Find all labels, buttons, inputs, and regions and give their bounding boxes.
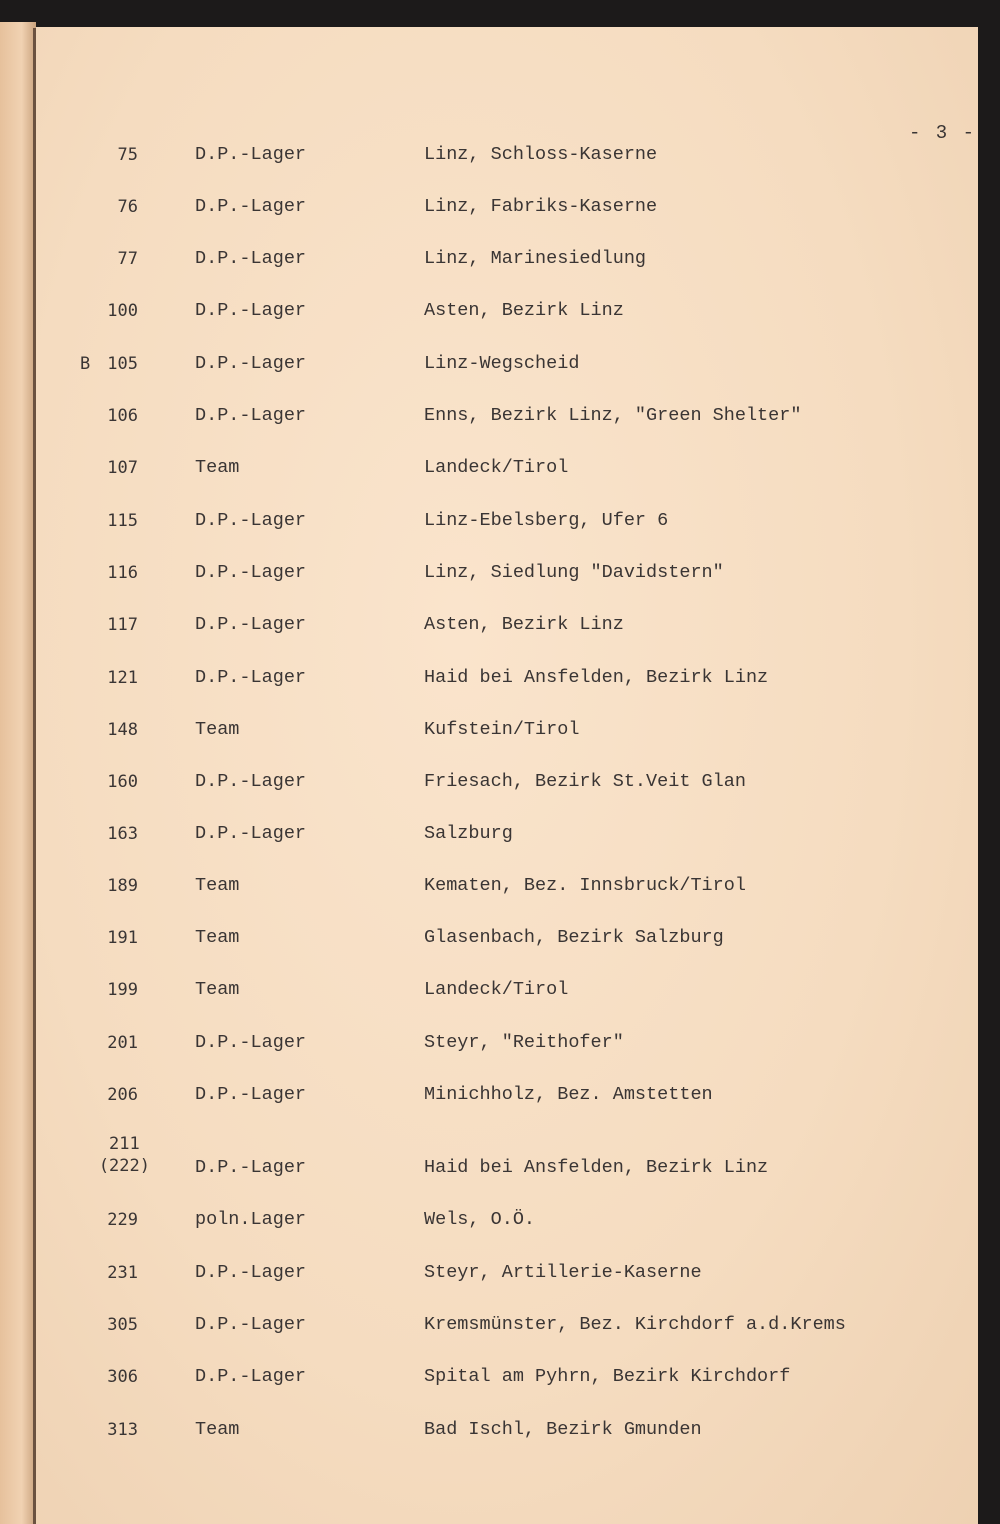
camp-location: Minichholz, Bez. Amstetten (424, 1084, 713, 1105)
camp-location: Landeck/Tirol (424, 457, 569, 478)
camp-number: 163 (107, 824, 138, 844)
camp-number: 106 (107, 406, 138, 426)
camp-type: D.P.-Lager (195, 771, 307, 792)
list-row (36, 510, 978, 540)
camp-number: 77 (117, 249, 138, 269)
camp-number: 206 (107, 1085, 138, 1105)
camp-type: D.P.-Lager (195, 1366, 307, 1387)
camp-type: Team (195, 875, 240, 896)
camp-type: Team (195, 719, 240, 740)
camp-type: D.P.-Lager (195, 667, 307, 688)
camp-location: Linz, Fabriks-Kaserne (424, 196, 658, 217)
camp-location: Glasenbach, Bezirk Salzburg (424, 927, 724, 948)
document-page (36, 27, 978, 1524)
camp-number: 160 (107, 772, 138, 792)
camp-number: 100 (107, 301, 138, 321)
camp-number: 115 (107, 511, 138, 531)
camp-type: D.P.-Lager (195, 1032, 307, 1053)
camp-type: D.P.-Lager (195, 1084, 307, 1105)
camp-location: Linz, Marinesiedlung (424, 248, 647, 269)
camp-location: Linz-Ebelsberg, Ufer 6 (424, 510, 669, 531)
camp-location: Kufstein/Tirol (424, 719, 580, 740)
list-row (36, 823, 978, 853)
camp-number: 229 (107, 1210, 138, 1230)
list-row (36, 1419, 978, 1449)
list-row (36, 562, 978, 592)
row-mark: B (80, 354, 91, 374)
camp-number: 75 (117, 145, 138, 165)
camp-number: 189 (107, 876, 138, 896)
list-row (36, 614, 978, 644)
camp-number: 191 (107, 928, 138, 948)
list-row (36, 719, 978, 749)
camp-type: Team (195, 457, 240, 478)
camp-location: Haid bei Ansfelden, Bezirk Linz (424, 667, 769, 688)
camp-location: Kematen, Bez. Innsbruck/Tirol (424, 875, 746, 896)
book-binding (0, 22, 36, 1524)
camp-number: 116 (107, 563, 138, 583)
camp-type: Team (195, 1419, 240, 1440)
list-row (36, 1134, 978, 1187)
list-row (36, 1032, 978, 1062)
list-row (36, 196, 978, 226)
list-row (36, 927, 978, 957)
camp-type: Team (195, 927, 240, 948)
camp-type: D.P.-Lager (195, 353, 307, 374)
camp-number: 107 (107, 458, 138, 478)
camp-location: Friesach, Bezirk St.Veit Glan (424, 771, 746, 792)
camp-number: 117 (107, 615, 138, 635)
camp-location: Bad Ischl, Bezirk Gmunden (424, 1419, 702, 1440)
camp-location: Haid bei Ansfelden, Bezirk Linz (424, 1157, 769, 1178)
camp-number: 76 (117, 197, 138, 217)
camp-type: D.P.-Lager (195, 1262, 307, 1283)
camp-type: D.P.-Lager (195, 405, 307, 426)
camp-location: Steyr, "Reithofer" (424, 1032, 624, 1053)
camp-location: Linz-Wegscheid (424, 353, 580, 374)
camp-number: 211 (222) (98, 1134, 150, 1176)
camp-type: D.P.-Lager (195, 248, 307, 269)
list-row (36, 1314, 978, 1344)
camp-number: 105 (107, 354, 138, 374)
camp-location: Linz, Siedlung "Davidstern" (424, 562, 724, 583)
list-row (36, 1366, 978, 1396)
list-row (36, 875, 978, 905)
camp-type: D.P.-Lager (195, 823, 307, 844)
camp-type: D.P.-Lager (195, 1314, 307, 1335)
camp-number: 201 (107, 1033, 138, 1053)
camp-location: Linz, Schloss-Kaserne (424, 144, 658, 165)
camp-location: Spital am Pyhrn, Bezirk Kirchdorf (424, 1366, 791, 1387)
list-row (36, 667, 978, 697)
camp-type: D.P.-Lager (195, 1157, 307, 1178)
list-row (36, 405, 978, 435)
list-row (36, 979, 978, 1009)
camp-type: D.P.-Lager (195, 510, 307, 531)
camp-number: 231 (107, 1263, 138, 1283)
camp-number: 121 (107, 668, 138, 688)
camp-number: 313 (107, 1420, 138, 1440)
list-row (36, 457, 978, 487)
camp-type: Team (195, 979, 240, 1000)
list-row (36, 144, 978, 174)
list-row (36, 300, 978, 330)
camp-location: Enns, Bezirk Linz, "Green Shelter" (424, 405, 802, 426)
list-row (36, 248, 978, 278)
camp-location: Landeck/Tirol (424, 979, 569, 1000)
camp-type: D.P.-Lager (195, 614, 307, 635)
list-row (36, 1084, 978, 1114)
list-row (36, 771, 978, 801)
camp-number: 305 (107, 1315, 138, 1335)
camp-location: Asten, Bezirk Linz (424, 300, 624, 321)
list-row (36, 1209, 978, 1239)
camp-number: 199 (107, 980, 138, 1000)
camp-location: Steyr, Artillerie-Kaserne (424, 1262, 702, 1283)
camp-type: D.P.-Lager (195, 300, 307, 321)
camp-location: Asten, Bezirk Linz (424, 614, 624, 635)
page-number: - 3 - (909, 122, 977, 144)
camp-type: D.P.-Lager (195, 196, 307, 217)
camp-type: D.P.-Lager (195, 562, 307, 583)
list-row (36, 1262, 978, 1292)
camp-location: Wels, O.Ö. (424, 1209, 536, 1230)
camp-number: 306 (107, 1367, 138, 1387)
camp-type: poln.Lager (195, 1209, 307, 1230)
camp-number: 148 (107, 720, 138, 740)
camp-location: Kremsmünster, Bez. Kirchdorf a.d.Krems (424, 1314, 846, 1335)
camp-location: Salzburg (424, 823, 513, 844)
camp-type: D.P.-Lager (195, 144, 307, 165)
list-row (36, 353, 978, 383)
